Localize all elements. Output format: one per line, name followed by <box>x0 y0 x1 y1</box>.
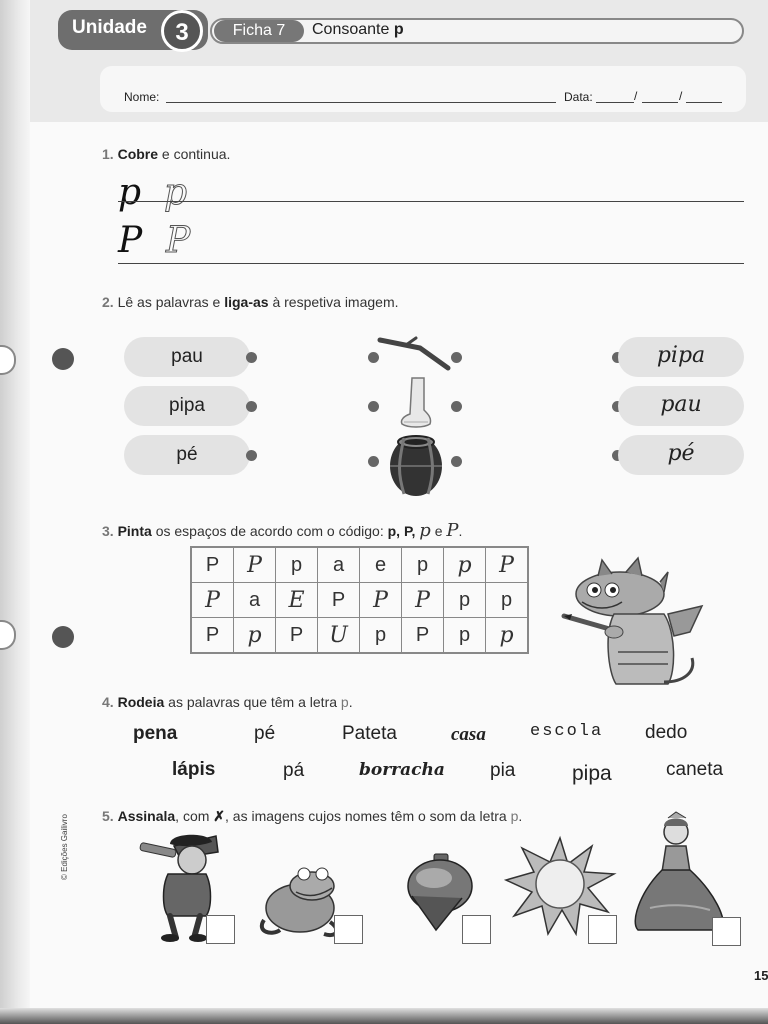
q4-rest: as palavras que têm a letra <box>164 694 341 710</box>
q2-connect-dot[interactable] <box>451 401 462 412</box>
q2-connect-dot[interactable] <box>368 401 379 412</box>
q1-writing-line-lower[interactable] <box>118 201 744 202</box>
grid-cell[interactable]: p <box>486 618 529 654</box>
q1-uppercase-dotted: P <box>166 220 191 261</box>
q2-connect-dot[interactable] <box>451 456 462 467</box>
q4-word[interactable]: pipa <box>572 762 612 785</box>
page-bottom-edge <box>0 1008 768 1024</box>
q2-right-word-pill <box>618 337 744 377</box>
q1-uppercase-model: P <box>118 220 143 261</box>
grid-cell[interactable]: p <box>444 618 486 654</box>
page-number: 15 <box>754 968 768 983</box>
stick-image <box>376 334 452 374</box>
date-year-field[interactable] <box>686 102 722 103</box>
sheet-title-letter: p <box>393 21 404 38</box>
q5-checkbox[interactable] <box>588 915 617 944</box>
name-date-box <box>100 66 746 112</box>
q4-instruction <box>102 694 353 710</box>
grid-cell[interactable]: p <box>444 547 486 583</box>
name-field[interactable] <box>166 102 556 103</box>
q5-rest: , as imagens cujos nomes têm o som da letra <box>225 808 511 824</box>
q4-word[interactable]: lápis <box>172 759 216 780</box>
q4-number: 4. <box>102 694 114 710</box>
sheet-label: Ficha 7 <box>214 20 304 42</box>
q2-connect-dot[interactable] <box>451 352 462 363</box>
frog-image <box>256 864 344 938</box>
q4-verb: Rodeia <box>117 694 165 710</box>
q1-rest: e continua. <box>158 146 231 162</box>
q4-letter: p <box>340 694 349 710</box>
q2-connect-dot[interactable] <box>368 456 379 467</box>
q1-lowercase-model: p <box>118 172 142 213</box>
grid-cell[interactable]: P <box>191 618 234 654</box>
punch-hole <box>52 626 74 648</box>
q5-mid: , com <box>175 808 214 824</box>
q3-code-end: . <box>458 523 463 539</box>
q2-number: 2. <box>102 294 114 310</box>
q1-verb: Cobre <box>117 146 159 162</box>
q2-connect-dot[interactable] <box>246 450 257 461</box>
q2-right-word-pill <box>618 435 744 475</box>
q5-checkbox[interactable] <box>334 915 363 944</box>
grid-cell[interactable]: P <box>276 618 318 654</box>
q4-end: . <box>348 694 353 710</box>
date-day-field[interactable] <box>596 102 634 103</box>
q2-right-word-pill <box>618 386 744 426</box>
q5-mark: ✗ <box>213 808 226 824</box>
grid-cell[interactable]: P <box>486 547 529 583</box>
grid-cell[interactable]: P <box>191 583 234 618</box>
grid-cell[interactable]: p <box>234 618 276 654</box>
grid-cell[interactable]: P <box>234 547 276 583</box>
name-label: Nome: <box>124 90 160 104</box>
grid-cell[interactable]: p <box>402 547 444 583</box>
date-month-field[interactable] <box>642 102 678 103</box>
date-separator: / <box>679 89 683 103</box>
q2-left-word-pill <box>124 386 250 426</box>
q4-word[interactable]: pá <box>283 760 305 781</box>
q5-checkbox[interactable] <box>206 915 235 944</box>
q1-number: 1. <box>102 146 114 162</box>
q2-instruction <box>102 294 399 310</box>
q2-right-word: pé <box>667 441 695 466</box>
q4-word[interactable]: borracha <box>359 760 445 780</box>
unit-label: Unidade <box>72 17 147 38</box>
date-separator: / <box>634 89 638 103</box>
grid-cell[interactable]: P <box>318 583 360 618</box>
q3-instruction <box>102 520 462 541</box>
q2-connect-dot[interactable] <box>246 352 257 363</box>
q1-writing-line-upper[interactable] <box>118 263 744 264</box>
q2-pre: Lê as palavras e <box>113 294 225 310</box>
q5-letter: p <box>510 808 519 824</box>
grid-cell[interactable]: P <box>402 618 444 654</box>
grid-cell[interactable]: p <box>486 583 529 618</box>
q1-lowercase-dotted: p <box>164 172 188 213</box>
q3-letter-grid <box>190 546 529 654</box>
q2-left-word: pau <box>171 346 203 367</box>
grid-cell[interactable]: a <box>234 583 276 618</box>
q4-word[interactable]: Pateta <box>342 723 397 744</box>
q4-word[interactable]: dedo <box>645 722 688 743</box>
grid-cell[interactable]: P <box>191 547 234 583</box>
q2-post: à respetiva imagem. <box>268 294 399 310</box>
q5-checkbox[interactable] <box>712 917 741 946</box>
grid-cell[interactable]: p <box>276 547 318 583</box>
q2-right-word: pipa <box>656 343 706 368</box>
q4-word[interactable]: caneta <box>666 759 724 780</box>
q4-word[interactable]: pé <box>254 723 276 744</box>
q5-verb: Assinala <box>117 808 176 824</box>
grid-cell[interactable]: P <box>402 583 444 618</box>
foot-image <box>398 376 434 430</box>
q5-end: . <box>518 808 523 824</box>
grid-cell[interactable]: a <box>318 547 360 583</box>
grid-cell[interactable]: U <box>318 618 360 654</box>
date-label: Data: <box>564 90 593 104</box>
q3-code-and: e <box>430 523 443 539</box>
barrel-image <box>388 434 444 498</box>
q3-code-cursive-lower: p <box>419 520 431 541</box>
q2-left-word-pill <box>124 435 250 475</box>
q5-checkbox[interactable] <box>462 915 491 944</box>
q2-left-word-pill <box>124 337 250 377</box>
q3-rest: os espaços de acordo com o código: <box>151 523 388 539</box>
grid-cell[interactable]: p <box>444 583 486 618</box>
q4-word[interactable]: pia <box>490 760 516 781</box>
q5-instruction <box>102 808 522 825</box>
copyright-text: © Edições Gailivro <box>60 814 69 880</box>
q2-left-word: pé <box>176 444 198 465</box>
q4-word[interactable]: escola <box>530 722 604 741</box>
q2-right-word: pau <box>660 392 702 417</box>
q2-verb: liga-as <box>224 294 269 310</box>
unit-number: 3 <box>161 10 203 52</box>
grid-cell[interactable]: e <box>360 547 402 583</box>
q5-number: 5. <box>102 808 114 824</box>
q3-code-cursive-upper: P <box>446 520 459 541</box>
q4-word[interactable]: pena <box>133 723 178 744</box>
grid-cell[interactable]: P <box>360 583 402 618</box>
punch-hole <box>52 348 74 370</box>
grid-cell[interactable]: E <box>276 583 318 618</box>
q3-number: 3. <box>102 523 114 539</box>
sheet-title-prefix: Consoante <box>312 21 394 38</box>
binding-edge <box>0 0 30 1024</box>
q2-left-word: pipa <box>169 395 205 416</box>
q3-verb: Pinta <box>117 523 152 539</box>
q3-code: p, P, <box>387 523 416 539</box>
sheet-title <box>312 21 404 39</box>
q2-connect-dot[interactable] <box>246 401 257 412</box>
dragon-image <box>564 532 704 692</box>
grid-cell[interactable]: p <box>360 618 402 654</box>
q4-word[interactable]: casa <box>451 724 486 745</box>
q1-instruction <box>102 146 230 162</box>
